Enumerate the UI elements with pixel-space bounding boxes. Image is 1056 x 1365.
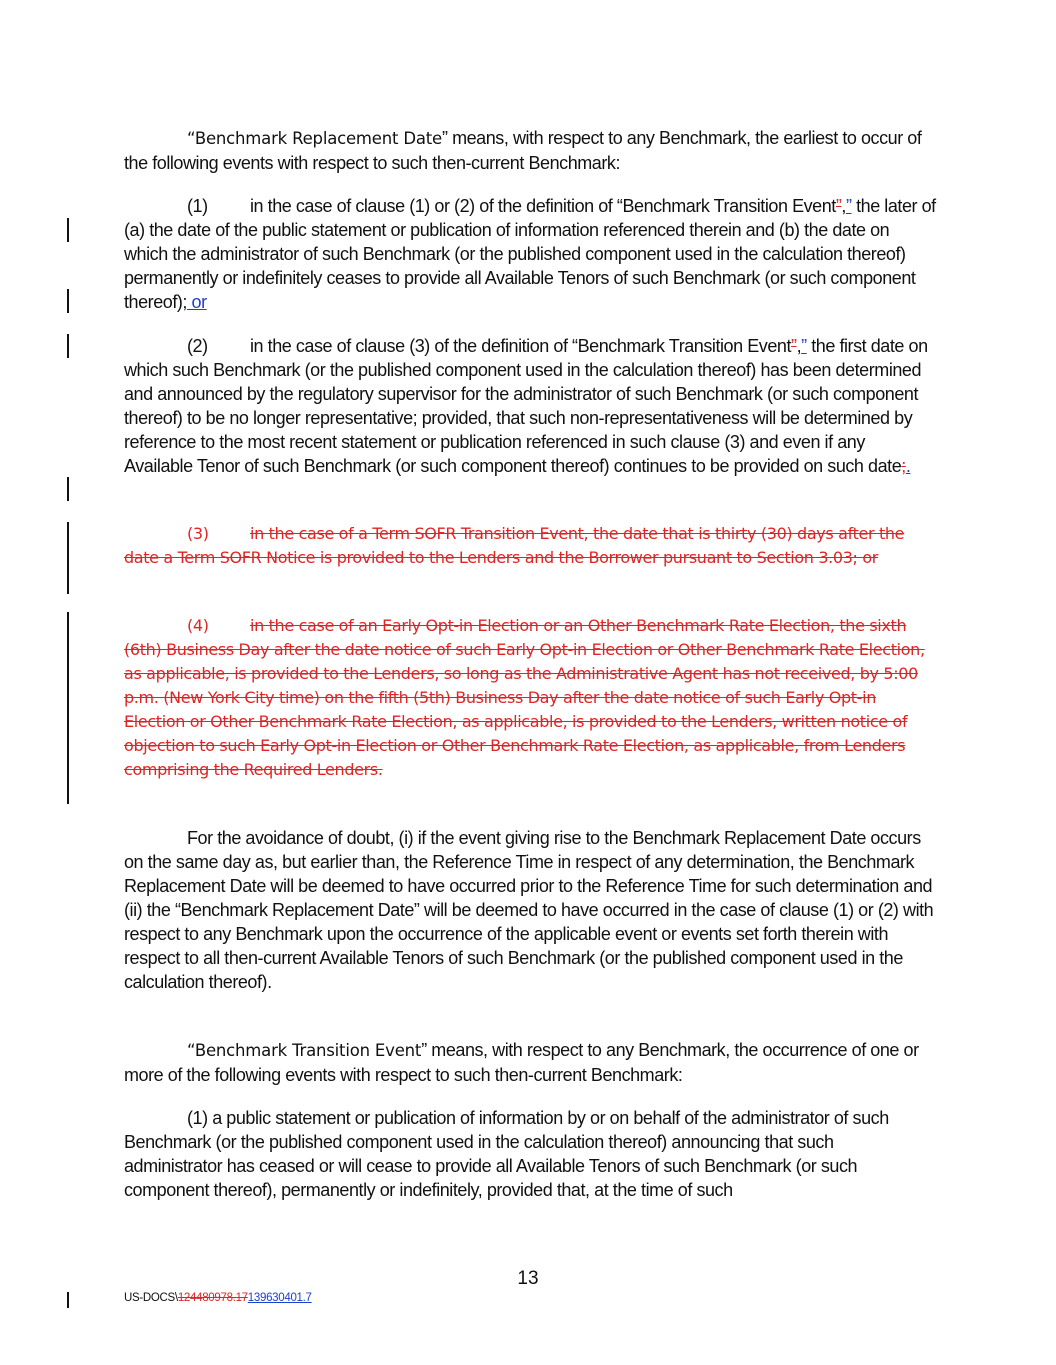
paragraph-text: (1) a public statement or publication of information by or on behalf of the administrator of such Benchmark (or the published component used in the calculation thereof) announcing that such administrator has ceased or will cease to provide all Available Tenors of such Benchmark (or such component thereof), permanently or indefinitely, provided that, at the time of such <box>124 1108 889 1200</box>
defined-term-quote: “ <box>187 129 195 148</box>
inserted-text: ” <box>801 336 807 356</box>
definition-benchmark-replacement-date <box>124 126 936 175</box>
clause-number: (4) <box>187 616 209 635</box>
deleted-doc-id: 124480978.17 <box>177 1292 248 1304</box>
change-bar <box>67 522 69 594</box>
paragraph-text: For the avoidance of doubt, (i) if the event giving rise to the Benchmark Replacement Date occurs on the same day as, but earlier than, the Reference Time in respect of any determination, the Benchmark Replacement Date will be deemed to have occurred prior to the Reference Time for such determination and (ii) the “Benchmark Replacement Date” will be deemed to have occurred in the case of clause (1) or (2) with respect to any Benchmark upon the occurrence of the applicable event or events set forth therein with respect to all then-current Available Tenors of such Benchmark (or the published component used in the calculation thereof). <box>124 828 934 992</box>
clause-text: , <box>796 336 802 356</box>
clause-text: the later of (a) the date of the public statement or publication of information referenced therein and (b) the date on which the administrator of such Benchmark (or the published component used in the calculation thereof) permanently or indefinitely ceases to provide all Available Tenors of such Benchmark (or such component thereof); <box>124 196 936 312</box>
change-bar <box>67 218 69 242</box>
clause-number: (3) <box>187 524 209 543</box>
defined-term: Benchmark Replacement Date <box>194 129 442 148</box>
deleted-clause-text: in the case of an Early Opt-in Election or an Other Benchmark Rate Election, the sixth (6th) Business Day after the date notice of such Early Opt-in Election or Other Benchmark Rate Election, as applicable, is provided to the Lenders, so long as the Administrative Agent has not received, by 5:00 p.m. (New York City time) on the fifth (5th) Business Day after the date notice of such Early Opt-in Election or Other Benchmark Rate Election, as applicable, is provided to the Lenders, written notice of objection to such Early Opt-in Election or Other Benchmark Rate Election, as applicable, from Lenders comprising the Required Lenders. <box>124 616 925 779</box>
change-bar <box>67 612 69 804</box>
clause-text: in the case of clause (1) or (2) of the definition of “Benchmark Transition Event <box>250 196 836 216</box>
change-bar <box>67 289 69 313</box>
clause-number: (1) <box>187 196 208 216</box>
definition-text: ” means, with respect to any Benchmark, the occurrence of one or more of the following events with respect to such then-current Benchmark: <box>124 1040 919 1085</box>
footer-prefix: US-DOCS\ <box>124 1292 178 1304</box>
inserted-doc-id: 139630401.7 <box>247 1292 312 1304</box>
deleted-text: ” <box>791 336 797 356</box>
inserted-text: . <box>905 456 911 476</box>
page-number: 13 <box>517 1268 539 1289</box>
deleted-text: ; <box>901 456 906 476</box>
clause-2 <box>124 334 936 478</box>
avoidance-of-doubt-paragraph <box>124 826 936 994</box>
inserted-text: ” <box>845 196 852 216</box>
deleted-text: ” <box>835 196 842 216</box>
change-bar <box>67 477 69 501</box>
defined-term-quote: “ <box>187 1041 195 1060</box>
clause-text: , <box>841 196 846 216</box>
deleted-clause-text: in the case of a Term SOFR Transition Event, the date that is thirty (30) days after the date a Term SOFR Notice is provided to the Lenders and the Borrower pursuant to Section 3.03; or <box>124 524 905 567</box>
clause-text: the first date on which such Benchmark (or the published component used in the calculation thereof) has been determined and announced by the regulatory supervisor for the administrator of such Benchmark (or such component thereof) to be no longer representative; provided, that such non-representativeness will be determined by reference to the most recent statement or publication referenced in such clause (3) and even if any Available Tenor of such Benchmark (or such component thereof) continues to be provided on such date <box>124 336 928 476</box>
clause-text: in the case of clause (3) of the definition of “Benchmark Transition Event <box>250 336 792 356</box>
document-id-footer <box>124 1292 312 1304</box>
defined-term: Benchmark Transition Event <box>194 1041 422 1060</box>
change-bar <box>67 1292 69 1308</box>
inserted-text: or <box>186 292 207 312</box>
deleted-clause-3 <box>124 522 936 570</box>
clause-1 <box>124 194 936 314</box>
definition-text: ” means, with respect to any Benchmark, the earliest to occur of the following events with respect to such then-current Benchmark: <box>124 128 922 173</box>
deleted-clause-4 <box>124 614 936 782</box>
change-bar <box>67 334 69 358</box>
transition-event-clause-1 <box>124 1106 936 1202</box>
clause-number: (2) <box>187 336 208 356</box>
definition-benchmark-transition-event <box>124 1038 936 1087</box>
